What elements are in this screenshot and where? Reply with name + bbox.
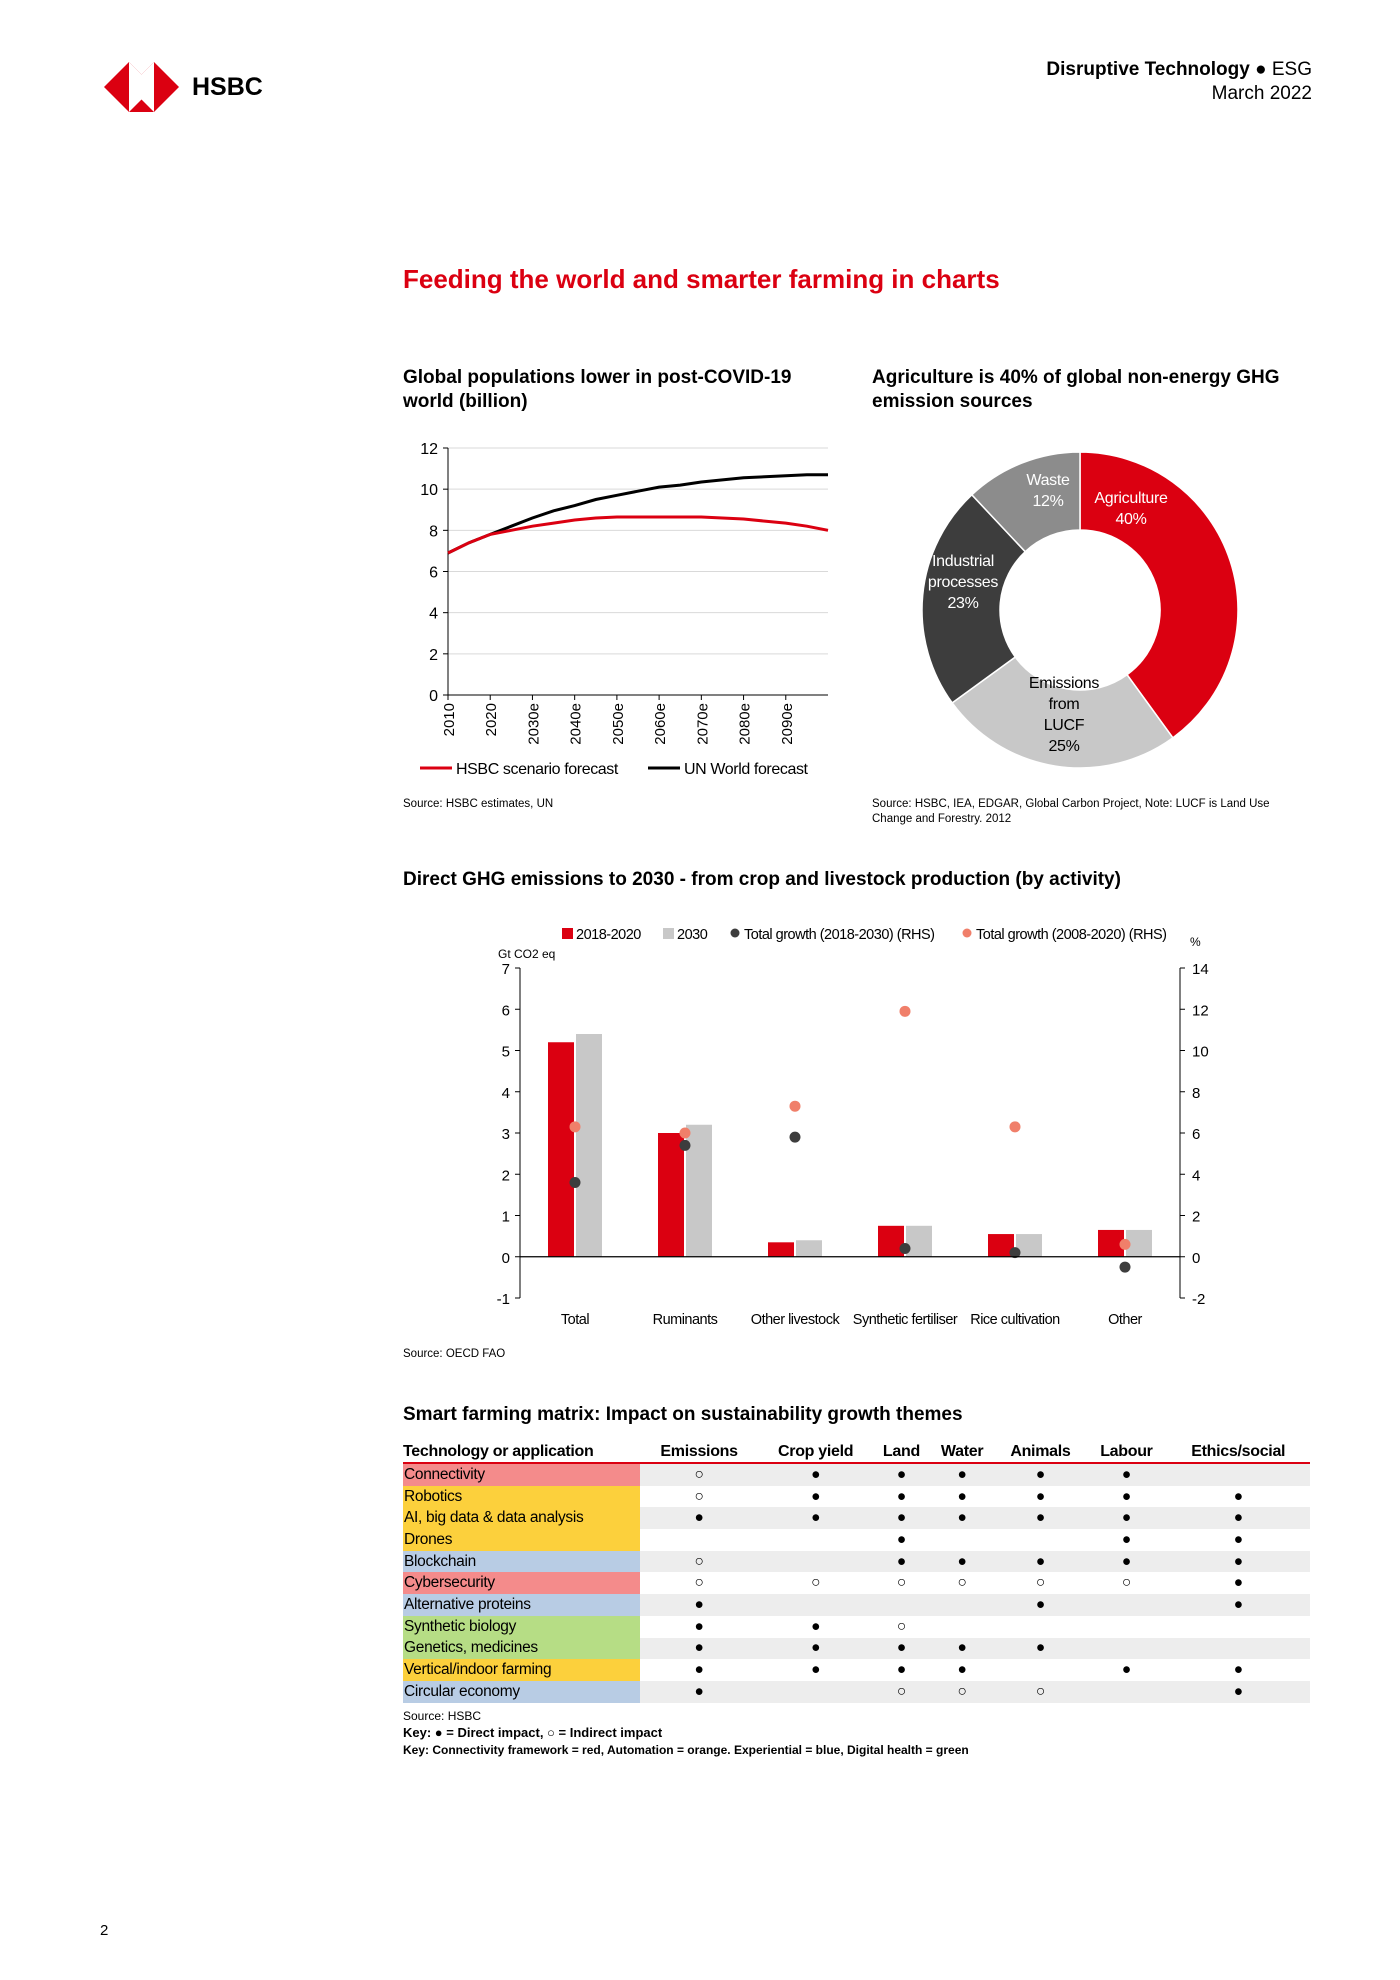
matrix-impact-cell xyxy=(994,1616,1086,1638)
matrix-tech-label: Alternative proteins xyxy=(403,1594,640,1616)
page-title: Feeding the world and smarter farming in charts xyxy=(403,264,1000,294)
ghg-donut-chart-title: Agriculture is 40% of global non-energy GHG emission sources xyxy=(872,367,1280,412)
matrix-body xyxy=(403,1463,1310,1703)
donut-slice-label: LUCF xyxy=(1043,717,1085,734)
x-tick-label: 2050e xyxy=(609,703,627,745)
matrix-col-header: Ethics/social xyxy=(1191,1443,1286,1460)
matrix-row xyxy=(403,1486,1310,1508)
matrix-tech-label: Circular economy xyxy=(403,1681,640,1703)
matrix-impact-cell xyxy=(930,1529,995,1551)
matrix-impact-cell: ○ xyxy=(694,1574,704,1592)
series-line xyxy=(448,475,828,553)
matrix-tech-label: Vertical/indoor farming xyxy=(403,1659,640,1681)
growth-point xyxy=(680,1140,691,1151)
matrix-impact-cell: ● xyxy=(957,1661,967,1679)
donut-slice-label: 12% xyxy=(1032,493,1064,510)
matrix-impact-cell xyxy=(1086,1594,1166,1616)
y-tick-label: 5 xyxy=(501,1043,510,1061)
matrix-impact-cell: ○ xyxy=(694,1487,704,1505)
matrix-impact-cell xyxy=(640,1529,758,1551)
matrix-impact-cell: ● xyxy=(1233,1487,1243,1505)
donut-slice-label: Agriculture xyxy=(1094,490,1168,507)
matrix-impact-cell xyxy=(873,1594,930,1616)
matrix-impact-cell: ● xyxy=(1121,1661,1131,1679)
y-tick-label: 4 xyxy=(429,605,438,623)
ghg-donut-chart xyxy=(900,440,1260,780)
matrix-tech-label: Robotics xyxy=(403,1486,640,1508)
legend-label: Total growth (2018-2030) (RHS) xyxy=(744,927,935,943)
matrix-row xyxy=(403,1681,1310,1703)
matrix-row xyxy=(403,1616,1310,1638)
matrix-impact-cell: ● xyxy=(758,1463,873,1486)
growth-point xyxy=(1120,1262,1131,1273)
x-tick-label: Other livestock xyxy=(750,1312,840,1328)
y-tick-label: 7 xyxy=(501,961,510,978)
matrix-impact-cell xyxy=(1086,1616,1166,1638)
donut-slice-label: Waste xyxy=(1026,472,1070,489)
matrix-tech-label: Genetics, medicines xyxy=(403,1638,640,1660)
matrix-impact-cell: ● xyxy=(811,1661,821,1679)
bar xyxy=(878,1226,904,1257)
matrix-impact-cell: ● xyxy=(694,1617,704,1635)
matrix-impact-cell: ● xyxy=(957,1487,967,1505)
matrix-impact-cell: ● xyxy=(1121,1487,1131,1505)
matrix-impact-cell: ● xyxy=(1166,1551,1310,1573)
matrix-impact-cell xyxy=(1166,1616,1310,1638)
matrix-row xyxy=(403,1507,1310,1529)
matrix-impact-cell xyxy=(758,1529,873,1551)
x-tick-label: 2040e xyxy=(567,703,585,745)
matrix-impact-cell: ○ xyxy=(811,1574,821,1592)
matrix-impact-cell: ○ xyxy=(873,1681,930,1703)
matrix-impact-cell: ● xyxy=(930,1463,995,1486)
direct-ghg-bar-chart xyxy=(400,918,1240,1338)
matrix-impact-cell: ● xyxy=(873,1463,930,1486)
population-chart-title: Global populations lower in post-COVID-19 world (billion) xyxy=(403,367,792,412)
y2-tick-label: 2 xyxy=(1192,1208,1201,1226)
matrix-tech-label: Synthetic biology xyxy=(403,1616,640,1638)
matrix-impact-cell xyxy=(1166,1638,1310,1660)
matrix-impact-cell: ● xyxy=(1166,1594,1310,1616)
legend-label: UN World forecast xyxy=(684,761,808,778)
matrix-impact-cell: ● xyxy=(896,1487,906,1505)
bar xyxy=(576,1034,602,1257)
matrix-impact-cell: ● xyxy=(694,1661,704,1679)
matrix-impact-cell xyxy=(930,1616,995,1638)
matrix-impact-cell xyxy=(758,1551,873,1573)
y-tick-label: -1 xyxy=(496,1291,510,1308)
x-tick-label: 2030e xyxy=(525,703,543,745)
matrix-impact-cell: ● xyxy=(1166,1681,1310,1703)
matrix-col-header: Emissions xyxy=(660,1443,738,1460)
ghg-source-line-2: Change and Forestry. 2012 xyxy=(872,813,1012,825)
y-axis-label: Gt CO2 eq xyxy=(498,947,556,961)
matrix-row xyxy=(403,1638,1310,1660)
population-line-chart xyxy=(400,438,840,788)
matrix-impact-cell: ○ xyxy=(896,1574,906,1592)
matrix-impact-cell: ● xyxy=(896,1530,906,1548)
matrix-impact-cell: ● xyxy=(640,1507,758,1529)
growth-point xyxy=(680,1128,691,1139)
matrix-impact-cell: ● xyxy=(640,1638,758,1660)
matrix-impact-cell: ○ xyxy=(1035,1574,1045,1592)
matrix-impact-cell: ● xyxy=(994,1463,1086,1486)
growth-point xyxy=(570,1177,581,1188)
x-tick-label: Synthetic fertiliser xyxy=(852,1312,958,1328)
direct-ghg-chart-source: Source: OECD FAO xyxy=(403,1348,506,1360)
matrix-tech-label: Connectivity xyxy=(403,1463,640,1486)
legend-swatch xyxy=(963,929,972,938)
y-tick-label: 6 xyxy=(429,564,438,582)
matrix-tech-label: Cybersecurity xyxy=(403,1572,640,1594)
y2-axis-label: % xyxy=(1190,935,1201,949)
matrix-impact-cell: ● xyxy=(1086,1463,1166,1486)
y-tick-label: 2 xyxy=(429,646,438,664)
growth-point xyxy=(900,1243,911,1254)
matrix-impact-cell: ● xyxy=(930,1551,995,1573)
y2-tick-label: 0 xyxy=(1192,1249,1201,1267)
matrix-impact-cell: ● xyxy=(873,1507,930,1529)
matrix-impact-cell xyxy=(994,1529,1086,1551)
report-series: Disruptive Technology xyxy=(1046,59,1250,80)
matrix-impact-cell: ○ xyxy=(957,1574,967,1592)
matrix-col-header: Crop yield xyxy=(778,1443,854,1460)
bar xyxy=(548,1042,574,1257)
donut-slice-label: processes xyxy=(927,574,999,591)
matrix-impact-cell xyxy=(1086,1638,1166,1660)
legend-swatch xyxy=(731,929,740,938)
hsbc-logo xyxy=(104,62,274,112)
matrix-impact-cell xyxy=(758,1594,873,1616)
matrix-header-row xyxy=(403,1442,1310,1463)
ghg-source-line-1: Source: HSBC, IEA, EDGAR, Global Carbon Project, Note: LUCF is Land Use xyxy=(872,798,1270,810)
x-tick-label: 2010 xyxy=(441,703,458,737)
matrix-tech-label: Drones xyxy=(403,1529,640,1551)
matrix-impact-cell: ● xyxy=(811,1487,821,1505)
smart-farming-matrix xyxy=(403,1442,1310,1703)
donut-slice-label: 40% xyxy=(1115,511,1147,528)
matrix-impact-cell: ● xyxy=(994,1594,1086,1616)
bar xyxy=(906,1226,932,1257)
matrix-row xyxy=(403,1572,1310,1594)
matrix-title: Smart farming matrix: Impact on sustainability growth themes xyxy=(403,1404,963,1425)
x-tick-label: 2080e xyxy=(736,703,754,745)
growth-point xyxy=(1010,1121,1021,1132)
matrix-impact-cell xyxy=(994,1659,1086,1681)
matrix-impact-cell: ○ xyxy=(640,1463,758,1486)
matrix-tech-label: Blockchain xyxy=(403,1551,640,1573)
matrix-impact-cell: ● xyxy=(1035,1487,1045,1505)
y-tick-label: 2 xyxy=(501,1167,510,1185)
matrix-tech-label: AI, big data & data analysis xyxy=(403,1507,640,1529)
bar xyxy=(768,1242,794,1256)
matrix-impact-cell: ● xyxy=(1086,1551,1166,1573)
matrix-impact-cell: ● xyxy=(640,1594,758,1616)
x-tick-label: 2020 xyxy=(483,703,501,737)
matrix-row xyxy=(403,1594,1310,1616)
matrix-impact-cell: ● xyxy=(758,1507,873,1529)
matrix-impact-cell: ○ xyxy=(1121,1574,1131,1592)
matrix-col-header: Labour xyxy=(1100,1443,1153,1460)
matrix-impact-cell: ● xyxy=(1166,1507,1310,1529)
matrix-col-header: Land xyxy=(882,1443,920,1460)
ghg-donut-chart-source xyxy=(872,797,1270,827)
x-tick-label: Rice cultivation xyxy=(970,1312,1060,1328)
matrix-row xyxy=(403,1659,1310,1681)
legend-swatch xyxy=(562,928,573,939)
matrix-impact-cell: ● xyxy=(873,1638,930,1660)
matrix-row xyxy=(403,1551,1310,1573)
legend-label: HSBC scenario forecast xyxy=(456,761,618,778)
donut-slice-label: 23% xyxy=(947,595,979,612)
x-tick-label: Other xyxy=(1108,1312,1142,1328)
x-tick-label: 2090e xyxy=(778,703,796,745)
matrix-impact-cell xyxy=(1166,1463,1310,1486)
matrix-source: Source: HSBC xyxy=(403,1709,482,1723)
matrix-impact-cell xyxy=(758,1681,873,1703)
matrix-impact-cell: ○ xyxy=(896,1617,906,1635)
matrix-impact-cell: ● xyxy=(994,1638,1086,1660)
matrix-impact-cell xyxy=(930,1594,995,1616)
matrix-impact-cell: ○ xyxy=(994,1681,1086,1703)
matrix-impact-cell: ● xyxy=(930,1638,995,1660)
y-tick-label: 8 xyxy=(429,523,438,541)
matrix-col-header: Water xyxy=(940,1443,984,1460)
direct-ghg-chart-title: Direct GHG emissions to 2030 - from crop and livestock production (by activity) xyxy=(403,869,1121,890)
y2-tick-label: -2 xyxy=(1192,1291,1206,1308)
matrix-impact-cell: ● xyxy=(896,1661,906,1679)
y2-tick-label: 6 xyxy=(1192,1126,1201,1143)
matrix-impact-cell: ○ xyxy=(640,1551,758,1573)
y-tick-label: 3 xyxy=(501,1126,510,1143)
donut-slice-label: Industrial xyxy=(932,553,994,570)
matrix-impact-cell: ● xyxy=(1233,1574,1243,1592)
matrix-impact-cell: ● xyxy=(873,1551,930,1573)
y-tick-label: 6 xyxy=(501,1002,510,1020)
matrix-impact-cell: ● xyxy=(1086,1507,1166,1529)
y2-tick-label: 10 xyxy=(1192,1043,1209,1061)
x-tick-label: Total xyxy=(560,1312,590,1328)
y-tick-label: 4 xyxy=(501,1084,510,1102)
donut-slice-label: 25% xyxy=(1048,738,1080,755)
matrix-impact-cell: ● xyxy=(994,1507,1086,1529)
matrix-impact-cell: ● xyxy=(1121,1530,1131,1548)
y-tick-label: 1 xyxy=(501,1208,510,1226)
matrix-impact-cell: ● xyxy=(994,1551,1086,1573)
growth-point xyxy=(790,1132,801,1143)
report-header: Disruptive Technology ● ESG March 2022 xyxy=(1046,59,1312,104)
matrix-impact-cell: ● xyxy=(758,1638,873,1660)
page-number: 2 xyxy=(100,1922,109,1939)
y2-tick-label: 14 xyxy=(1192,961,1209,978)
y-tick-label: 10 xyxy=(420,482,438,500)
brand-name: HSBC xyxy=(192,73,263,101)
population-chart-source: Source: HSBC estimates, UN xyxy=(403,798,554,810)
y-tick-label: 0 xyxy=(501,1249,510,1267)
y-tick-label: 12 xyxy=(420,441,438,458)
legend-swatch xyxy=(663,928,674,939)
legend-label: 2030 xyxy=(677,927,708,943)
growth-point xyxy=(900,1006,911,1017)
donut-slice-label: from xyxy=(1048,696,1080,713)
y2-tick-label: 8 xyxy=(1192,1084,1201,1102)
bar xyxy=(796,1240,822,1257)
y2-tick-label: 4 xyxy=(1192,1167,1201,1185)
matrix-first-col-header: Technology or application xyxy=(403,1443,594,1460)
x-tick-label: Ruminants xyxy=(652,1312,718,1328)
matrix-row xyxy=(403,1463,1310,1486)
matrix-impact-cell: ● xyxy=(640,1681,758,1703)
bar xyxy=(658,1133,684,1257)
report-date: March 2022 xyxy=(1211,83,1312,104)
matrix-impact-cell: ● xyxy=(930,1507,995,1529)
matrix-impact-cell: ● xyxy=(1233,1661,1243,1679)
matrix-impact-cell: ● xyxy=(1233,1530,1243,1548)
legend-label: Total growth (2008-2020) (RHS) xyxy=(976,927,1167,943)
donut-slice-label: Emissions xyxy=(1028,675,1100,692)
x-tick-label: 2070e xyxy=(694,703,712,745)
y-tick-label: 0 xyxy=(429,688,438,705)
matrix-impact-cell: ○ xyxy=(930,1681,995,1703)
matrix-key-impact: Key: ● = Direct impact, ○ = Indirect impact xyxy=(403,1725,663,1740)
x-tick-label: 2060e xyxy=(652,703,670,745)
report-tag: ESG xyxy=(1271,59,1312,80)
legend-label: 2018-2020 xyxy=(576,927,641,943)
matrix-impact-cell: ● xyxy=(811,1617,821,1635)
matrix-col-header: Animals xyxy=(1010,1443,1071,1460)
series-line xyxy=(448,517,828,553)
growth-point xyxy=(1120,1239,1131,1250)
matrix-key-colors: Key: Connectivity framework = red, Automation = orange. Experiential = blue, Digital health = green xyxy=(403,1743,969,1757)
matrix-impact-cell xyxy=(1086,1681,1166,1703)
growth-point xyxy=(570,1121,581,1132)
matrix-row xyxy=(403,1529,1310,1551)
y2-tick-label: 12 xyxy=(1192,1002,1209,1020)
growth-point xyxy=(790,1101,801,1112)
